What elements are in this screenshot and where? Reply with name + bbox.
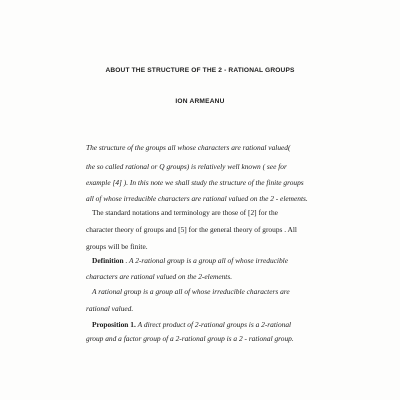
- notation-line: The standard notations and terminology are those of [2] for the: [92, 208, 278, 217]
- abstract-line: the so called rational or Q groups) is relatively well known ( see for: [86, 162, 287, 171]
- rational-def-line: rational valued.: [86, 304, 134, 313]
- rational-def-line: A rational group is a group all of whose irreducible characters are: [92, 287, 290, 296]
- proposition-text: A direct product of 2-rational groups is a 2-rational: [137, 320, 292, 329]
- abstract-line: all of whose irreducible characters are rational valued on the 2 - elements.: [86, 194, 308, 203]
- definition-label: Definition: [92, 256, 124, 265]
- definition-line: [92, 256, 288, 265]
- notation-line: character theory of groups and [5] for the general theory of groups . All: [86, 225, 297, 234]
- definition-text: . A 2-rational group is a group all of whose irreducible: [125, 256, 289, 265]
- notation-line: groups will be finite.: [86, 242, 148, 251]
- proposition-line: group and a factor group of a 2-rational group is a 2 - rational group.: [86, 334, 294, 343]
- paper-title: ABOUT THE STRUCTURE OF THE 2 - RATIONAL GROUPS: [105, 67, 295, 74]
- proposition-label: Proposition 1.: [92, 320, 136, 329]
- paper-author: ION ARMEANU: [175, 98, 225, 105]
- proposition-line: [92, 320, 291, 329]
- abstract-line: example [4] ). In this note we shall study the structure of the finite groups: [86, 178, 304, 187]
- definition-line: characters are rational valued on the 2-elements.: [86, 272, 233, 281]
- abstract-line: The structure of the groups all whose characters are rational valued(: [86, 143, 291, 152]
